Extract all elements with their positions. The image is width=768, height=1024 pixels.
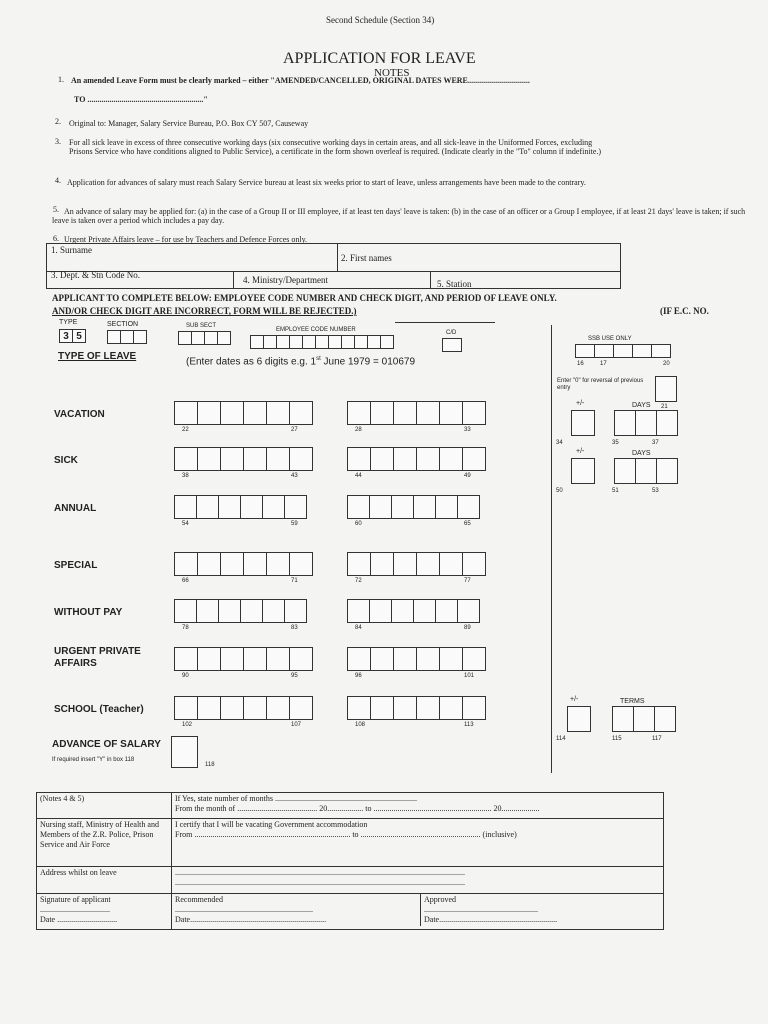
code-box[interactable] — [263, 335, 277, 349]
days-label: DAYS — [632, 450, 651, 457]
box-number: 65 — [464, 521, 471, 527]
ssb-num: 20 — [663, 361, 670, 367]
leave-to-date — [347, 647, 485, 671]
box-number: 44 — [355, 473, 362, 479]
days-boxes — [614, 458, 677, 484]
days-digit-box[interactable] — [656, 410, 678, 436]
terms-boxes — [612, 706, 675, 732]
date-digit-box[interactable] — [347, 401, 371, 425]
station-field[interactable]: 5. Station — [437, 279, 472, 289]
signature-date[interactable]: Date .............................. — [40, 915, 118, 924]
date-digit-box[interactable] — [284, 495, 307, 519]
notes-heading: NOTES — [374, 67, 410, 79]
ssb-num: 17 — [600, 361, 607, 367]
date-digit-box[interactable] — [220, 401, 244, 425]
code-box[interactable] — [341, 335, 355, 349]
ssb-label: SSB USE ONLY — [588, 336, 632, 342]
date-digit-box[interactable] — [220, 647, 244, 671]
box-number: 51 — [612, 488, 619, 494]
box-number: 90 — [182, 673, 189, 679]
date-digit-box[interactable] — [393, 552, 417, 576]
leave-to-date — [347, 495, 479, 519]
date-digit-box[interactable] — [266, 447, 290, 471]
address-lines-cell — [172, 867, 664, 894]
from-month-line[interactable]: From the month of ........................................ 20.................. to ........................................................... 20................... — [175, 804, 540, 813]
date-digit-box[interactable] — [347, 696, 371, 720]
code-box[interactable] — [328, 335, 342, 349]
days-digit-box[interactable] — [614, 410, 636, 436]
date-digit-box[interactable] — [413, 599, 436, 623]
date-digit-box[interactable] — [174, 447, 198, 471]
type-label: TYPE — [59, 319, 78, 326]
box-number: 71 — [291, 578, 298, 584]
date-digit-box[interactable] — [462, 447, 486, 471]
note-6-num: 6. — [53, 234, 59, 243]
advance-salary-note: If required insert "Y" in box 118 — [52, 757, 135, 763]
leave-to-date — [347, 401, 485, 425]
leave-to-date — [347, 599, 479, 623]
date-digit-box[interactable] — [266, 401, 290, 425]
ssb-box[interactable] — [613, 344, 633, 358]
date-digit-box[interactable] — [243, 401, 267, 425]
date-digit-box[interactable] — [220, 447, 244, 471]
box-number: 50 — [556, 488, 563, 494]
date-digit-box[interactable] — [289, 401, 313, 425]
date-digit-box[interactable] — [413, 495, 436, 519]
date-digit-box[interactable] — [218, 599, 241, 623]
date-digit-box[interactable] — [240, 599, 263, 623]
date-digit-box[interactable] — [439, 552, 463, 576]
approved-label: Approved — [424, 895, 456, 904]
date-digit-box[interactable] — [462, 647, 486, 671]
subsect-boxes — [178, 331, 230, 345]
recommended-line[interactable]: ..................................................................... — [175, 905, 313, 914]
days-digit-box[interactable] — [614, 458, 636, 484]
box-number: 59 — [291, 521, 298, 527]
date-digit-box[interactable] — [393, 401, 417, 425]
date-digit-box[interactable] — [197, 696, 221, 720]
ssb-num: 16 — [577, 361, 584, 367]
approved-col — [421, 894, 663, 926]
advance-salary-label: ADVANCE OF SALARY — [52, 739, 161, 750]
ssb-box[interactable] — [575, 344, 595, 358]
certify-from-line[interactable]: From .............................................................................. to ............................................................ (inclusive) — [175, 830, 517, 839]
cd-box — [442, 338, 461, 352]
leave-from-date — [174, 599, 306, 623]
date-digit-box[interactable] — [220, 552, 244, 576]
box-number: 66 — [182, 578, 189, 584]
box-number: 108 — [355, 722, 366, 728]
cd-label: C/D — [446, 330, 457, 336]
sign-label: +/- — [570, 696, 579, 703]
employee-code-label: EMPLOYEE CODE NUMBER — [276, 327, 356, 333]
leave-type-label: SCHOOL (Teacher) — [54, 704, 144, 715]
box-number: 34 — [556, 440, 563, 446]
date-digit-box[interactable] — [391, 599, 414, 623]
signature-line[interactable]: ................................... — [40, 905, 110, 914]
leave-from-date — [174, 696, 312, 720]
leave-type-label: SPECIAL — [54, 560, 98, 571]
leave-from-date — [174, 447, 312, 471]
sign-box[interactable] — [567, 706, 591, 732]
note-4-num: 4. — [55, 176, 61, 185]
certify-text: I certify that I will be vacating Government accommodation — [175, 820, 368, 829]
leave-to-date — [347, 552, 485, 576]
code-box[interactable] — [276, 335, 290, 349]
sign-label: +/- — [576, 448, 585, 455]
date-digit-box[interactable] — [416, 647, 440, 671]
date-digit-box[interactable] — [174, 552, 198, 576]
section-boxes — [107, 330, 146, 344]
date-digit-box[interactable] — [197, 647, 221, 671]
box-number: 22 — [182, 427, 189, 433]
date-digit-box[interactable] — [243, 447, 267, 471]
date-digit-box[interactable] — [262, 495, 285, 519]
date-digit-box[interactable] — [243, 647, 267, 671]
subsect-box[interactable] — [178, 331, 192, 345]
note-1-num: 1. — [58, 75, 64, 84]
leave-from-date — [174, 552, 312, 576]
date-digit-box[interactable] — [393, 696, 417, 720]
nursing-cell — [37, 819, 172, 867]
leave-to-date — [347, 447, 485, 471]
note-3: For all sick leave in excess of three consecutive working days (six consecutive working days in certain areas, and all sick-leave in the Uniformed Forces, excluding Prisons Service who have conditions aligned to Public Service), a certificate in the form shown overleaf is required. (Indicate clearly in the "To" column if indefinite.) — [69, 138, 602, 156]
box-number: 101 — [464, 673, 475, 679]
signature-label: Signature of applicant — [40, 895, 111, 904]
box-number: 96 — [355, 673, 362, 679]
ssb-boxes — [575, 344, 670, 358]
date-digit-box[interactable] — [347, 599, 370, 623]
code-box[interactable] — [250, 335, 264, 349]
code-box[interactable] — [380, 335, 394, 349]
address-line-2[interactable]: ................................................................................................................................................. — [175, 878, 465, 887]
dept-code-field[interactable]: 3. Dept. & Stn Code No. — [51, 270, 140, 280]
date-digit-box[interactable] — [289, 447, 313, 471]
box-number: 72 — [355, 578, 362, 584]
instruction-line1: APPLICANT TO COMPLETE BELOW: EMPLOYEE CODE NUMBER AND CHECK DIGIT, AND PERIOD OF LEAVE ONLY. — [52, 293, 557, 303]
approved-date[interactable]: Date........................................................... — [424, 915, 558, 924]
date-digit-box[interactable] — [457, 599, 480, 623]
date-digit-box[interactable] — [370, 447, 394, 471]
date-digit-box[interactable] — [370, 401, 394, 425]
leave-type-label: WITHOUT PAY — [54, 607, 123, 618]
terms-label: TERMS — [620, 698, 645, 705]
date-digit-box[interactable] — [220, 696, 244, 720]
note-1: An amended Leave Form must be clearly marked – either "AMENDED/CANCELLED, ORIGINAL DATES WERE............................... — [71, 76, 530, 85]
approval-cell — [172, 894, 664, 930]
leave-to-date — [347, 696, 485, 720]
box-number: 37 — [652, 440, 659, 446]
box-number: 28 — [355, 427, 362, 433]
ssb-divider — [551, 325, 552, 773]
terms-digit-box[interactable] — [612, 706, 634, 732]
date-digit-box[interactable] — [435, 495, 458, 519]
address-cell — [37, 867, 172, 894]
note-6: Urgent Private Affairs leave – for use by Teachers and Defence Forces only. — [64, 235, 308, 244]
first-names-field[interactable]: 2. First names — [341, 253, 392, 263]
nursing-text: Nursing staff, Ministry of Health and Members of the Z.R. Police, Prison Service and Air Force — [40, 820, 159, 849]
date-digit-box[interactable] — [174, 696, 198, 720]
personal-details-box — [46, 243, 621, 289]
box-number: 78 — [182, 625, 189, 631]
date-digit-box[interactable] — [369, 495, 392, 519]
box-number: 83 — [291, 625, 298, 631]
days-digit-box[interactable] — [635, 410, 657, 436]
date-digit-box[interactable] — [439, 401, 463, 425]
date-digit-box[interactable] — [416, 552, 440, 576]
date-digit-box[interactable] — [370, 552, 394, 576]
days-digit-box[interactable] — [635, 458, 657, 484]
note-5: An advance of salary may be applied for: (a) in the case of a Group II or III employee, if at least ten days' leave is taken: (b) in the case of an officer or a Group I employee, if at least 21 days' leave is taken; if such leave is taken over a period which includes a pay day. — [52, 207, 746, 225]
section-box[interactable] — [133, 330, 147, 344]
code-box[interactable] — [367, 335, 381, 349]
dates-hint: (Enter dates as 6 digits e.g. 1st June 1979 = 010679 — [186, 356, 416, 368]
note-2: Original to: Manager, Salary Service Bureau, P.O. Box CY 507, Causeway — [69, 119, 309, 128]
reversal-box[interactable] — [655, 376, 677, 402]
code-box[interactable] — [289, 335, 303, 349]
date-digit-box[interactable] — [266, 696, 290, 720]
leave-from-date — [174, 401, 312, 425]
box-number: 113 — [464, 722, 474, 728]
advance-salary-num: 118 — [205, 762, 215, 768]
date-digit-box[interactable] — [197, 552, 221, 576]
box-number: 84 — [355, 625, 362, 631]
ssb-box[interactable] — [651, 344, 671, 358]
leave-from-date — [174, 647, 312, 671]
recommended-date[interactable]: Date.................................................................... — [175, 915, 327, 924]
note-3-num: 3. — [55, 137, 61, 146]
box-number: 35 — [612, 440, 619, 446]
months-cell — [172, 793, 664, 819]
box-number: 27 — [291, 427, 298, 433]
box-number: 115 — [612, 736, 622, 742]
leave-type-label: SICK — [54, 455, 78, 466]
date-digit-box[interactable] — [439, 696, 463, 720]
days-label: DAYS — [632, 402, 651, 409]
address-label: Address whilst on leave — [40, 868, 117, 877]
date-digit-box[interactable] — [370, 647, 394, 671]
surname-field[interactable]: 1. Surname — [51, 245, 92, 255]
date-digit-box[interactable] — [289, 647, 313, 671]
reversal-num: 21 — [661, 404, 668, 410]
schedule-ref: Second Schedule (Section 34) — [326, 15, 435, 25]
sign-box[interactable] — [571, 410, 595, 436]
subsect-box[interactable] — [191, 331, 205, 345]
box-number: 89 — [464, 625, 471, 631]
box-number: 33 — [464, 427, 471, 433]
box-number: 60 — [355, 521, 362, 527]
box-number: 53 — [652, 488, 659, 494]
date-digit-box[interactable] — [347, 552, 371, 576]
box-number: 43 — [291, 473, 298, 479]
date-digit-box[interactable] — [197, 447, 221, 471]
box-number: 49 — [464, 473, 471, 479]
box-number: 54 — [182, 521, 189, 527]
date-digit-box[interactable] — [174, 495, 197, 519]
date-digit-box[interactable] — [174, 599, 197, 623]
date-digit-box[interactable] — [457, 495, 480, 519]
notes-ref: (Notes 4 & 5) — [40, 794, 85, 803]
note-2-num: 2. — [55, 117, 61, 126]
ssb-box[interactable] — [594, 344, 614, 358]
date-digit-box[interactable] — [347, 495, 370, 519]
date-digit-box[interactable] — [416, 401, 440, 425]
ssb-box[interactable] — [632, 344, 652, 358]
date-digit-box[interactable] — [266, 552, 290, 576]
box-number: 107 — [291, 722, 302, 728]
instruction-line2: AND/OR CHECK DIGIT ARE INCORRECT, FORM WILL BE REJECTED.) — [52, 306, 357, 316]
recommended-col — [172, 894, 421, 926]
date-digit-box[interactable] — [462, 401, 486, 425]
date-digit-box[interactable] — [266, 647, 290, 671]
days-digit-box[interactable] — [656, 458, 678, 484]
months-line[interactable]: If Yes, state number of months ....................................................................... — [175, 794, 417, 803]
date-digit-box[interactable] — [347, 447, 371, 471]
date-digit-box[interactable] — [391, 495, 414, 519]
note-4: Application for advances of salary must reach Salary Service bureau at least six weeks prior to start of leave, unless arrangements have been made to the contrary. — [67, 178, 586, 187]
section-box[interactable] — [107, 330, 121, 344]
leave-from-date — [174, 495, 306, 519]
type-digit-1[interactable]: 3 — [59, 329, 73, 343]
reversal-box-wrap — [655, 376, 677, 402]
date-digit-box[interactable] — [370, 696, 394, 720]
date-digit-box[interactable] — [439, 647, 463, 671]
date-digit-box[interactable] — [462, 696, 486, 720]
date-digit-box[interactable] — [289, 696, 313, 720]
code-box[interactable] — [354, 335, 368, 349]
address-line-1[interactable]: ................................................................................................................................................. — [175, 868, 465, 877]
box-number: 117 — [652, 736, 662, 742]
date-digit-box[interactable] — [393, 447, 417, 471]
box-number: 95 — [291, 673, 298, 679]
signature-cell — [37, 894, 172, 930]
subsect-box[interactable] — [217, 331, 231, 345]
days-boxes — [614, 410, 677, 436]
date-digit-box[interactable] — [197, 401, 221, 425]
type-of-leave-heading: TYPE OF LEAVE — [58, 351, 137, 362]
instruction-line1b: (IF E.C. NO. — [660, 306, 709, 316]
code-box[interactable] — [315, 335, 329, 349]
section-label: SECTION — [107, 321, 139, 328]
terms-digit-box[interactable] — [654, 706, 676, 732]
date-digit-box[interactable] — [284, 599, 307, 623]
terms-digit-box[interactable] — [633, 706, 655, 732]
date-digit-box[interactable] — [262, 599, 285, 623]
ministry-field[interactable]: 4. Ministry/Department — [243, 275, 328, 285]
code-box[interactable] — [302, 335, 316, 349]
date-digit-box[interactable] — [462, 552, 486, 576]
date-digit-box[interactable] — [243, 552, 267, 576]
box-number: 77 — [464, 578, 471, 584]
notes-ref-cell — [37, 793, 172, 819]
date-digit-box[interactable] — [416, 447, 440, 471]
leave-type-label: ANNUAL — [54, 503, 97, 514]
date-digit-box[interactable] — [243, 696, 267, 720]
date-digit-box[interactable] — [416, 696, 440, 720]
date-digit-box[interactable] — [369, 599, 392, 623]
check-digit-box[interactable] — [442, 338, 462, 352]
date-digit-box[interactable] — [174, 401, 198, 425]
note-1-to: TO .........................................................." — [74, 95, 208, 104]
date-digit-box[interactable] — [347, 647, 371, 671]
sign-label: +/- — [576, 400, 585, 407]
subsect-box[interactable] — [204, 331, 218, 345]
reversal-note: Enter "0" for reversal of previous entry — [557, 378, 644, 391]
date-digit-box[interactable] — [240, 495, 263, 519]
date-digit-box[interactable] — [196, 495, 219, 519]
type-boxes — [59, 329, 85, 343]
bottom-table — [36, 792, 664, 930]
section-box[interactable] — [120, 330, 134, 344]
box-number: 102 — [182, 722, 193, 728]
certify-cell — [172, 819, 664, 867]
approved-line[interactable]: ......................................................... — [424, 905, 538, 914]
date-digit-box[interactable] — [439, 447, 463, 471]
advance-salary-box[interactable] — [171, 736, 198, 768]
employee-code-boxes — [250, 335, 393, 349]
type-digit-2[interactable]: 5 — [72, 329, 86, 343]
box-number: 38 — [182, 473, 189, 479]
sign-box[interactable] — [571, 458, 595, 484]
date-digit-box[interactable] — [218, 495, 241, 519]
form-title: APPLICATION FOR LEAVE — [283, 50, 476, 67]
date-digit-box[interactable] — [435, 599, 458, 623]
note-5-num: 5. — [53, 205, 59, 214]
subsect-label: SUB SECT — [186, 323, 217, 329]
box-number: 114 — [556, 736, 566, 742]
date-digit-box[interactable] — [174, 647, 198, 671]
leave-type-label: VACATION — [54, 409, 105, 420]
date-digit-box[interactable] — [289, 552, 313, 576]
date-digit-box[interactable] — [196, 599, 219, 623]
leave-type-label: URGENT PRIVATE AFFAIRS — [54, 646, 141, 669]
recommended-label: Recommended — [175, 895, 223, 904]
date-digit-box[interactable] — [393, 647, 417, 671]
